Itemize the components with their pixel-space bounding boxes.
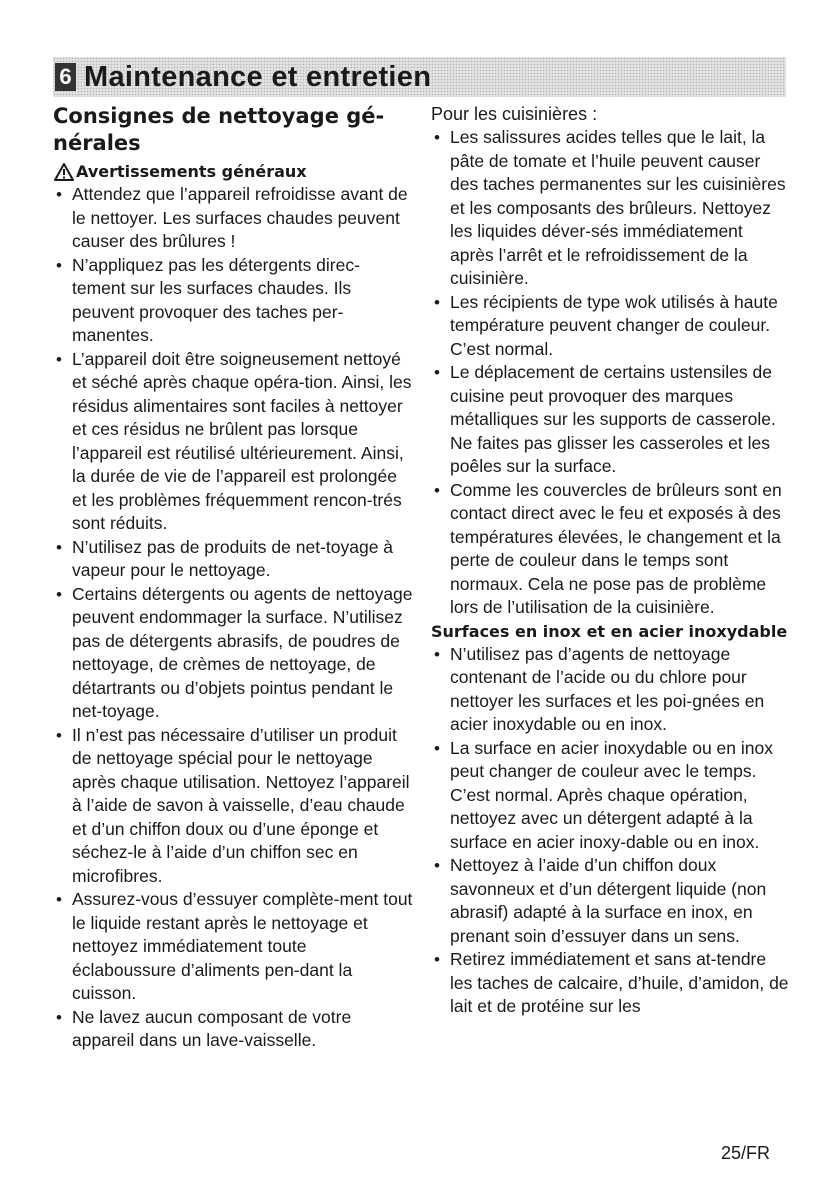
- cookers-heading: Pour les cuisinières :: [431, 104, 598, 124]
- chapter-number: 6: [55, 63, 76, 91]
- list-item: • Le déplacement de certains ustensiles de cuisine peut provoquer des marques métalliques sur les supports de casserole. Ne faites pas glisser les casseroles et les poêles sur la surface.: [431, 361, 791, 479]
- page-number: 25/FR: [721, 1143, 771, 1163]
- warning-triangle-icon: [54, 163, 74, 181]
- warning-heading: [53, 160, 413, 183]
- list-item: • Les récipients de type wok utilisés à haute température peuvent changer de couleur. C’est normal.: [431, 291, 791, 362]
- list-item: • Ne lavez aucun composant de votre appareil dans un lave-vaisselle.: [53, 1006, 413, 1053]
- chapter-title: Maintenance et entretien: [84, 61, 432, 93]
- list-item: • Les salissures acides telles que le lait, la pâte de tomate et l’huile peuvent causer des taches permanentes sur les cuisinières et les composants des brûleurs. Nettoyez les liquides déver-sés immédiatement après l’arrêt et le refroidissement de la cuisinière.: [431, 126, 791, 291]
- list-item: • Il n’est pas nécessaire d’utiliser un produit de nettoyage spécial pour le nettoyage après chaque utilisation. Nettoyez l’appareil à l’aide de savon à vaisselle, d’eau chaude et d’un chiffon doux ou d’une éponge et séchez-le à l’aide d’un chiffon sec en microfibres.: [53, 724, 413, 889]
- list-item: • L’appareil doit être soigneusement nettoyé et séché après chaque opéra-tion. Ainsi, les résidus alimentaires sont faciles à nettoyer et ces résidus ne brûlent pas lorsque l’appareil est réutilisé ultérieurement. Ainsi, la durée de vie de l’appareil est prolongée et les problèmes fréquemment rencon-trés sont réduits.: [53, 348, 413, 536]
- list-item: • Attendez que l’appareil refroidisse avant de le nettoyer. Les surfaces chaudes peuvent causer des brûlures !: [53, 183, 413, 254]
- stainless-list: [431, 643, 791, 1019]
- warning-subheading: Avertissements généraux: [76, 162, 307, 181]
- cookers-list: [431, 126, 791, 620]
- stainless-heading: Surfaces en inox et en acier inoxydable: [431, 621, 788, 641]
- list-item: • Nettoyez à l’aide d’un chiffon doux savonneux et d’un détergent liquide (non abrasif) adapté à la surface en inox, en prenant soin d’essuyer dans un sens.: [431, 854, 791, 948]
- left-column: [53, 103, 413, 1053]
- list-item: • Retirez immédiatement et sans at-tendre les taches de calcaire, d’huile, d’amidon, de lait et de protéine sur les: [431, 948, 791, 1019]
- list-item: • La surface en acier inoxydable ou en inox peut changer de couleur avec le temps. C’est normal. Après chaque opération, nettoyez avec un détergent adapté à la surface en acier inoxy-dable ou en inox.: [431, 737, 791, 855]
- list-item: • N’utilisez pas d’agents de nettoyage contenant de l’acide ou du chlore pour nettoyer les surfaces et les poi-gnées en acier inoxydable ou en inox.: [431, 643, 791, 737]
- section-heading: Consignes de nettoyage gé-nérales: [53, 104, 385, 155]
- list-item: • N’utilisez pas de produits de net-toyage à vapeur pour le nettoyage.: [53, 536, 413, 583]
- warnings-list: [53, 183, 413, 1053]
- list-item: • N’appliquez pas les détergents direc-tement sur les surfaces chaudes. Ils peuvent provoquer des taches per-manentes.: [53, 254, 413, 348]
- chapter-banner: [53, 57, 786, 97]
- list-item: • Comme les couvercles de brûleurs sont en contact direct avec le feu et exposés à des températures élevées, le changement et la perte de couleur dans le temps sont normaux. Cela ne pose pas de problème lors de l’utilisation de la cuisinière.: [431, 479, 791, 620]
- list-item: • Certains détergents ou agents de nettoyage peuvent endommager la surface. N’utilisez pas de détergents abrasifs, de poudres de nettoyage, de crèmes de nettoyage, de détartrants ou d’objets pointus pendant le net-toyage.: [53, 583, 413, 724]
- right-column: [431, 103, 791, 1019]
- list-item: • Assurez-vous d’essuyer complète-ment tout le liquide restant après le nettoyage et nettoyez immédiatement toute éclaboussure d’aliments pen-dant la cuisson.: [53, 888, 413, 1006]
